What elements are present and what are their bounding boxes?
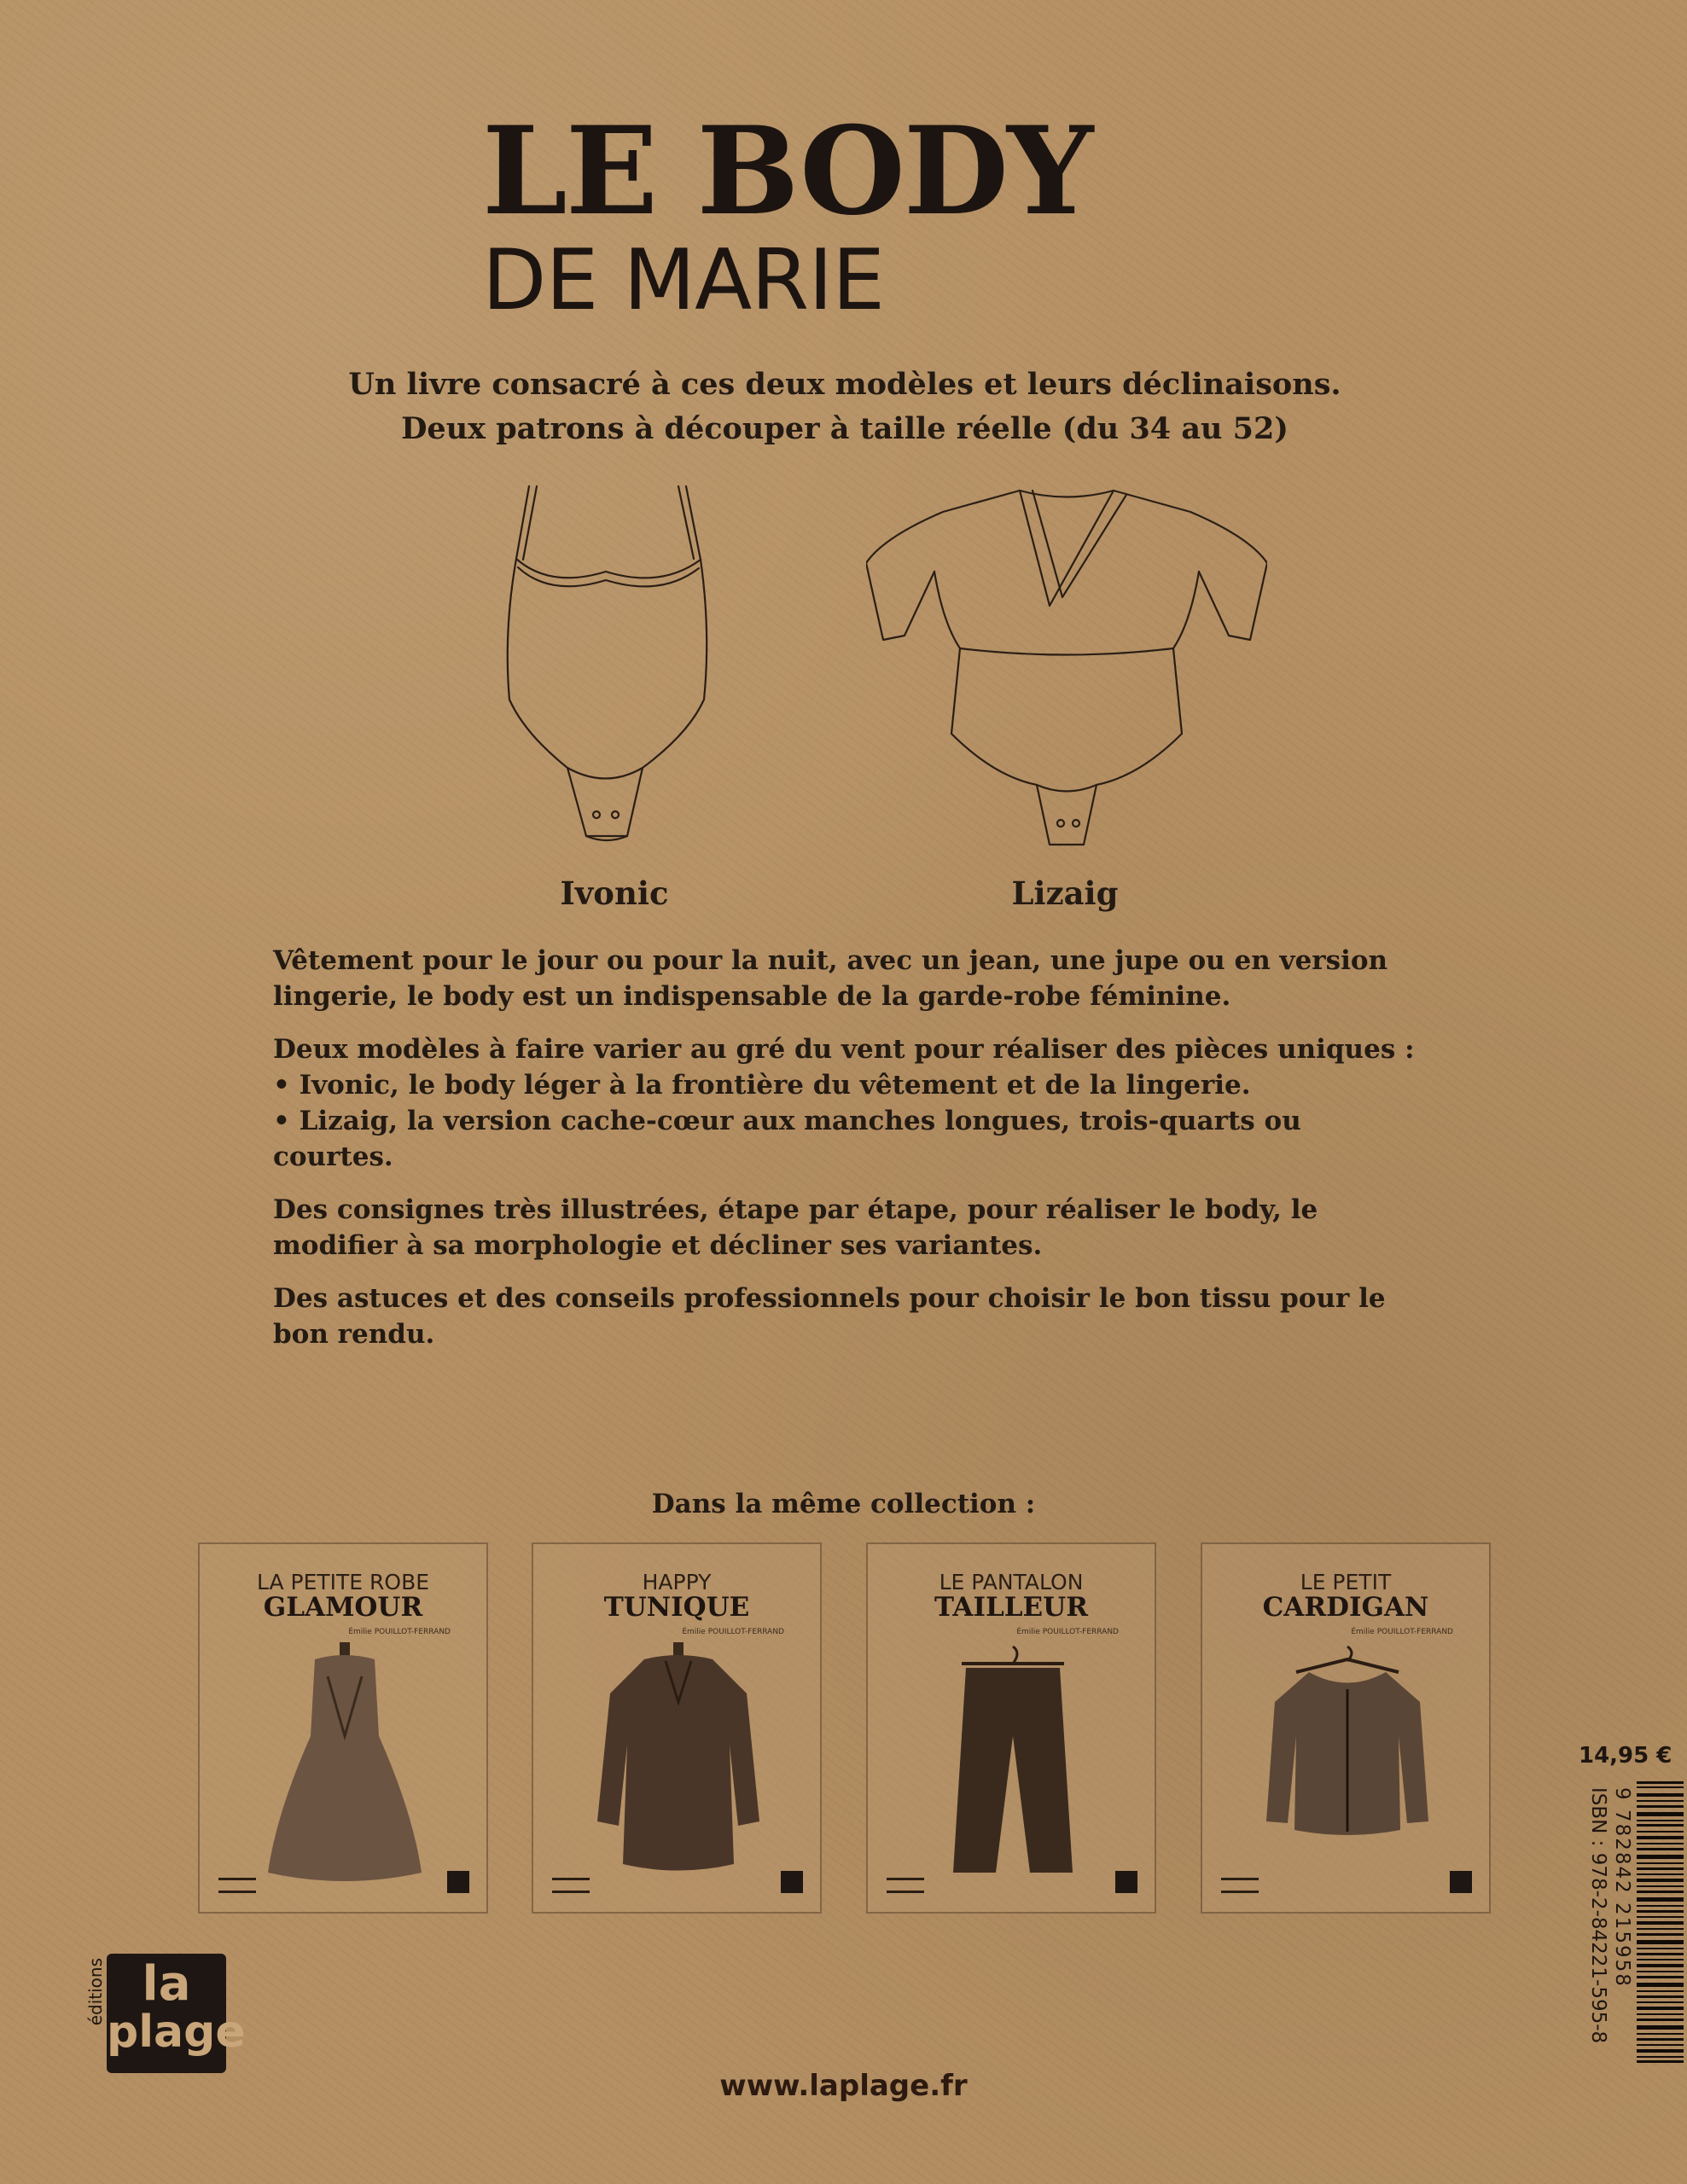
intro-line-2: Deux patrons à découper à taille réelle (du 34 au 52) [401,411,1289,446]
book-cover-line1: LA PETITE ROBE [256,1570,430,1594]
book-cover-author: Émilie POUILLOT-FERRAND [1351,1628,1453,1636]
collection-heading: Dans la même collection : [651,1489,1036,1519]
publisher-mini-logo-icon [1450,1871,1472,1893]
description-models-intro: Deux modèles à faire varier au gré du vent pour réaliser des pièces uniques : [273,1034,1415,1065]
publisher-logo [107,1954,246,2073]
book-subtitle: DE MARIE [482,232,885,329]
book-title: LE BODY [482,101,1092,242]
collection-book-cardigan[interactable] [1201,1542,1491,1914]
book-cover-line1: LE PETIT [1300,1570,1392,1594]
pattern-label-lizaig: Lizaig [1011,874,1119,912]
barcode-digits: 9 782842 215958 [1611,1787,1633,1988]
pattern-label-ivonic: Ivonic [560,874,669,912]
book-cover-author: Émilie POUILLOT-FERRAND [682,1628,784,1636]
book-cover-line2: GLAMOUR [263,1592,423,1623]
cardigan-on-hanger-icon [1245,1642,1450,1890]
tunic-on-mannequin-icon [576,1642,781,1890]
description-paragraph-3: Des consignes très illustrées, étape par étape, pour réaliser le body, le modifier à sa morphologie et décliner ses variantes. [273,1194,1318,1261]
collection-logo-icon [552,1878,590,1893]
description-item-ivonic: • Ivonic, le body léger à la frontière du vêtement et de la lingerie. [273,1070,1251,1101]
book-cover-line2: TUNIQUE [603,1592,750,1623]
publisher-website-link[interactable]: www.laplage.fr [719,2069,968,2103]
publisher-logo-line2: plage [107,2007,246,2058]
book-cover-line1: HAPPY [642,1570,712,1594]
intro-line-1: Un livre consacré à ces deux modèles et leurs déclinaisons. [348,367,1341,402]
intro-text [256,363,1434,451]
camisole-bodysuit-sketch-icon [491,478,721,853]
book-cover-line2: TAILLEUR [934,1592,1088,1623]
publisher-mini-logo-icon [781,1871,803,1893]
description-block [273,943,1416,1369]
collection-book-tailleur[interactable] [866,1542,1156,1914]
trousers-on-hanger-icon [910,1642,1115,1890]
dress-on-mannequin-icon [242,1642,447,1890]
book-cover-line1: LE PANTALON [939,1570,1084,1594]
book-cover-author: Émilie POUILLOT-FERRAND [1016,1628,1119,1636]
description-item-lizaig: • Lizaig, la version cache-cœur aux manches longues, trois-quarts ou courtes. [273,1106,1301,1172]
book-cover-line2: CARDIGAN [1262,1592,1429,1623]
description-paragraph-4: Des astuces et des conseils professionnels pour choisir le bon tissu pour le bon rendu. [273,1283,1386,1350]
book-cover-author: Émilie POUILLOT-FERRAND [348,1628,451,1636]
publisher-mini-logo-icon [447,1871,469,1893]
publisher-editions-label: éditions [85,1958,106,2026]
isbn-label: ISBN : 978-2-84221-595-8 [1587,1787,1609,2044]
publisher-logo-line1: la [142,1956,191,2012]
collection-logo-icon [887,1878,924,1893]
publisher-mini-logo-icon [1115,1871,1137,1893]
collection-logo-icon [1221,1878,1259,1893]
collection-book-glamour[interactable] [198,1542,488,1914]
price-label: 14,95 € [1579,1743,1672,1769]
collection-logo-icon [218,1878,256,1893]
description-paragraph-1: Vêtement pour le jour ou pour la nuit, avec un jean, une jupe ou en version lingerie, le body est un indispensable de la garde-robe féminine. [273,945,1388,1012]
wrap-bodysuit-sketch-icon [866,478,1267,862]
barcode-icon [1637,1781,1684,2063]
description-paragraph-2 [273,1031,1416,1175]
collection-book-tunique[interactable] [532,1542,822,1914]
